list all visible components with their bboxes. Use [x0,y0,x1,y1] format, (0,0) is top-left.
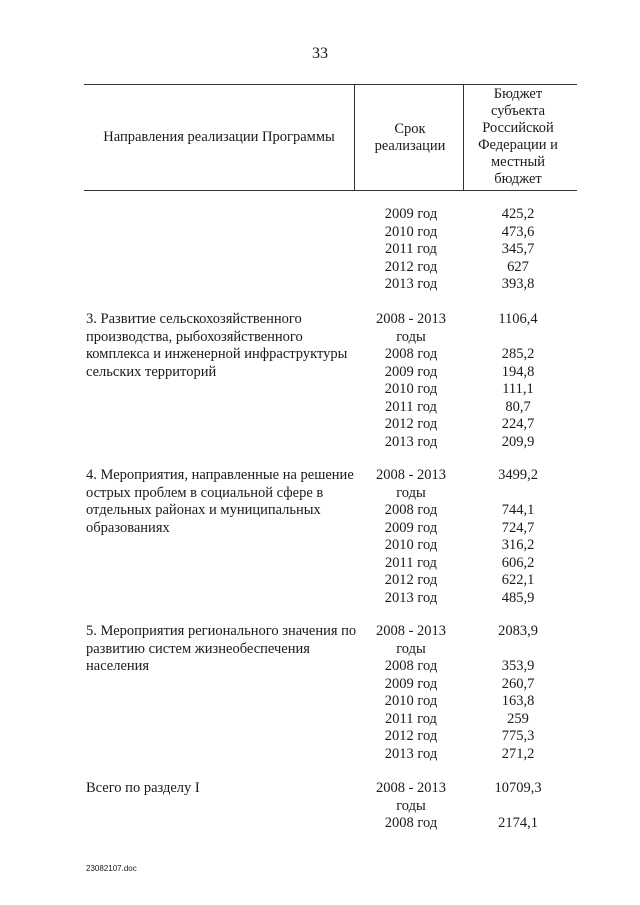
period-cell: 2008 - 2013 годы [375,780,447,814]
amount-cell: 80,7 [505,398,531,415]
amount-cell: 775,3 [501,728,535,744]
amount-cell: 744,1 [501,502,535,518]
page-number: 33 [312,45,328,62]
amount-cell: 393,8 [501,276,535,292]
period-cell: 2009 год [384,675,438,692]
document-filename: 23082107.doc [86,864,137,873]
amount-cell: 3499,2 [498,467,538,483]
period-cell: 2013 год [384,433,438,450]
column-divider-2 [463,84,464,191]
period-cell: 2012 год [384,572,438,588]
period-cell: 2012 год [384,416,438,432]
amount-cell: 627 [507,258,529,275]
column-divider-1 [354,84,355,191]
amount-cell: 111,1 [502,381,534,397]
period-cell: 2011 год [385,554,437,571]
period-cell: 2008 год [384,815,438,831]
period-cell: 2010 год [384,381,438,397]
table-header-bottom-border [84,190,577,191]
amount-cell: 485,9 [501,589,535,606]
amount-cell: 606,2 [501,554,535,571]
amount-cell: 345,7 [501,241,535,257]
section-title: 5. Мероприятия регионального значения по развитию систем жизнеобеспечения населения [86,623,357,674]
header-budget: Бюджет субъекта Российской Федерации и местный бюджет [478,86,558,187]
amount-cell: 260,7 [501,675,535,692]
period-cell: 2010 год [384,693,438,709]
table-top-border [84,84,577,85]
period-cell: 2011 год [385,710,437,727]
amount-cell: 259 [507,710,529,727]
amount-cell: 473,6 [501,223,535,240]
period-cell: 2009 год [384,206,438,222]
period-cell: 2012 год [384,728,438,744]
period-cell: 2011 год [385,398,437,415]
amount-cell: 622,1 [501,572,535,588]
period-cell: 2012 год [384,258,438,275]
period-cell: 2011 год [385,241,437,257]
period-cell: 2008 - 2013 годы [375,467,447,501]
amount-cell: 194,8 [501,363,535,380]
header-term: Срок реализации [374,121,446,154]
period-cell: 2008 год [384,502,438,518]
period-cell: 2008 - 2013 годы [375,311,447,345]
amount-cell: 10709,3 [494,780,542,796]
amount-cell: 224,7 [501,416,535,432]
header-directions: Направления реализации Программы [103,129,335,145]
amount-cell: 271,2 [501,745,535,762]
amount-cell: 285,2 [501,346,535,362]
amount-cell: 316,2 [501,537,535,553]
amount-cell: 353,9 [501,658,535,674]
period-cell: 2008 - 2013 годы [375,623,447,657]
period-cell: 2008 год [384,346,438,362]
period-cell: 2008 год [384,658,438,674]
period-cell: 2013 год [384,589,438,606]
period-cell: 2009 год [384,519,438,536]
section-title: 4. Мероприятия, направленные на решение острых проблем в социальной сфере в отдельных районах и муниципальных образованиях [86,467,354,536]
period-cell: 2010 год [384,537,438,553]
amount-cell: 163,8 [501,693,535,709]
period-cell: 2009 год [384,363,438,380]
amount-cell: 209,9 [501,433,535,450]
section-title-total: Всего по разделу I [86,780,200,796]
amount-cell: 1106,4 [498,311,538,327]
amount-cell: 425,2 [501,206,535,222]
period-cell: 2013 год [384,745,438,762]
period-cell: 2010 год [384,223,438,240]
section-title: 3. Развитие сельскохозяйственного производства, рыбохозяйственного комплекса и инженерной инфраструктуры сельских территорий [86,311,348,380]
amount-cell: 2174,1 [498,815,538,831]
amount-cell: 724,7 [501,519,535,536]
amount-cell: 2083,9 [498,623,538,639]
period-cell: 2013 год [384,276,438,292]
